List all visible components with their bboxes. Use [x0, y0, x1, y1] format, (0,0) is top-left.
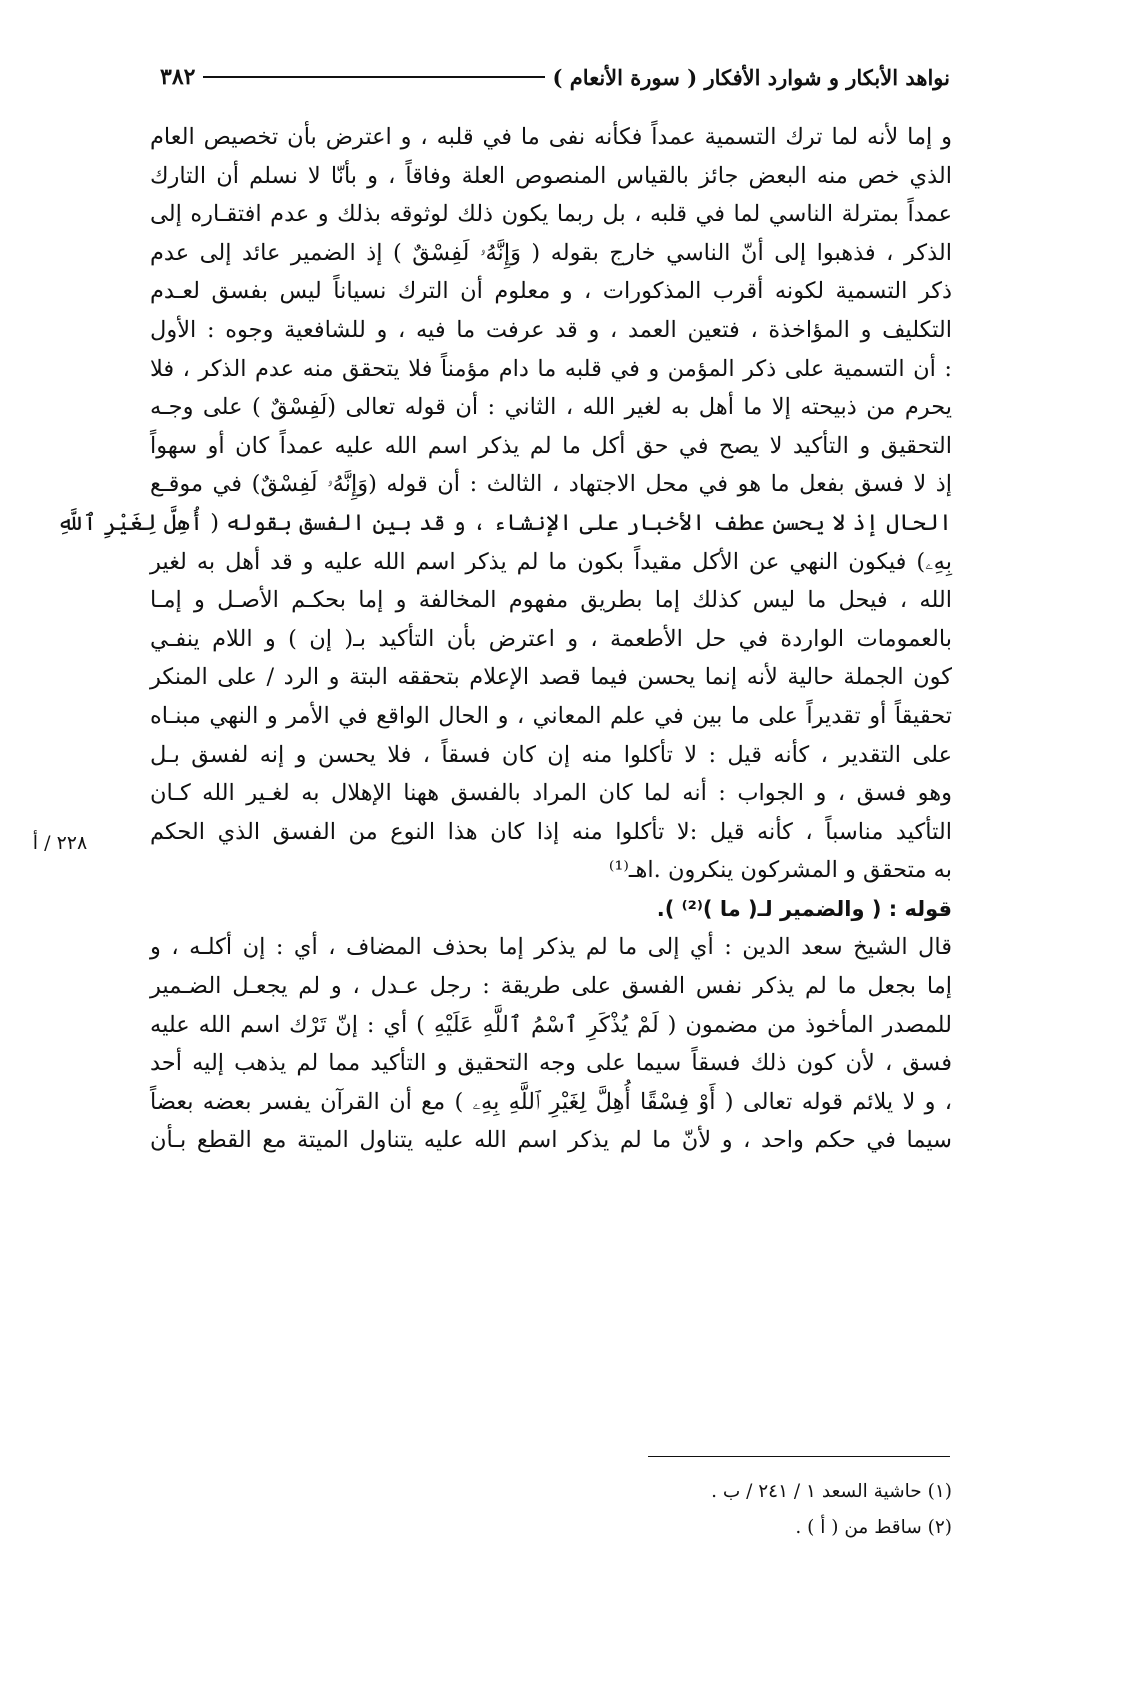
text-line: و إما لأنه لما ترك التسمية عمداً فكأنه نفى ما في قلبه ، و اعترض بأن تخصيص العام [150, 124, 952, 150]
text-line: عمداً بمترلة الناسي لما في قلبه ، بل ربما يكون ذلك لوثوقه بذلك و عدم افتقـاره إلى [150, 201, 952, 228]
text-line: التحقيق و التأكيد لا يصح في حق أكل ما لم يذكر اسم الله عليه عمداً كان أو سهواً [150, 432, 952, 459]
text-line: بالعمومات الواردة في حل الأطعمة ، و اعترض بأن التأكيد بـ( إن ) و اللام ينفـي [150, 625, 952, 652]
text-line: الذكر ، فذهبوا إلى أنّ الناسي خارج بقوله ( وَإِنَّهُۥ لَفِسْقٌ ) إذ الضمير عائد إلى عدم [150, 239, 952, 266]
text-line: به متحقق و المشركون ينكرون .اهـ⁽¹⁾ [608, 857, 952, 884]
text-line: بِهِۦ) فيكون النهي عن الأكل مقيداً بكون ما لم يذكر اسم الله عليه و قد أهل به لغير [150, 548, 952, 575]
text-line: للمصدر المأخوذ من مضمون ( لَمْ يُذْكَرِ ٱسْمُ ٱللَّهِ عَلَيْهِ ) أي : إنّ تَرْك اسم الله عليه [150, 1011, 952, 1038]
text-line: يحرم من ذبيحته إلا ما أهل به لغير الله ، الثاني : أن قوله تعالى (لَفِسْقٌ ) على وجـه [150, 394, 952, 421]
text-line: الذي خص منه البعض جائز بالقياس المنصوص العلة وفاقاً ، و بأنّا لا نسلم أن التارك [150, 162, 952, 189]
text-line: ، و لا يلائم قوله تعالى ( أَوْ فِسْقًا أُهِلَّ لِغَيْرِ ٱللَّهِ بِهِۦ ) مع أن القرآن يفسر بعضه بعضاً [150, 1088, 952, 1115]
text-line: إما بجعل ما لم يذكر نفس الفسق على طريقة : رجل عـدل ، و لم يجعـل الضـمير [150, 973, 952, 1000]
section-heading: قوله : ( والضمير لـ( ما )⁽²⁾ ). [656, 896, 952, 921]
footnote-separator [648, 1456, 950, 1457]
footnotes [600, 1474, 952, 1546]
text-line: وهو فسق ، و الجواب : أنه لما كان المراد بالفسق ههنا الإهلال به لغـير الله كـان [150, 780, 952, 807]
page-number: ٣٨٢ [160, 64, 196, 90]
text-line: التأكيد مناسباً ، كأنه قيل :لا تأكلوا منه إذا كان هذا النوع من الفسق الذي الحكم [150, 818, 952, 845]
text-line: التكليف و المؤاخذة ، فتعين العمد ، و قد عرفت ما فيه ، و للشافعية وجوه : الأول [150, 316, 952, 343]
text-line: قال الشيخ سعد الدين : أي إلى ما لم يذكر إما بحذف المضاف ، أي : إن أكلـه ، و [150, 934, 952, 961]
text-line: على التقدير ، كأنه قيل : لا تأكلوا منه إن كان فسقاً ، فلا يحسن و إنه لفسق بـل [150, 741, 952, 768]
header-title: نواهد الأبكار و شوارد الأفكار ( سورة الأنعام ) [552, 64, 950, 90]
header-rule [203, 76, 544, 78]
text-line: كون الجملة حالية لأنه إنما يحسن فيما قصد الإعلام بتحققه البتة و الرد / على المنكر [150, 664, 952, 691]
footnote-1: (١) حاشية السعد ١ / ٢٤١ / ب . [711, 1481, 952, 1502]
text-line: فسق ، لأن كون ذلك فسقاً سيما على وجه التحقيق و التأكيد مما لم يذهب إليه أحد [150, 1050, 952, 1077]
text-line: سيما في حكم واحد ، و لأنّ ما لم يذكر اسم الله عليه يتناول الميتة مع القطع بـأن [150, 1127, 952, 1154]
text-line: الحال إذ لا يحسن عطف الأخبار على الإنشاء ، و قد بين الفسق بقوله ( أُهِلَّ لِغَيْرِ ٱللَّهِ [56, 509, 952, 536]
text-line: إذ لا فسق بفعل ما هو في محل الاجتهاد ، الثالث : أن قوله (وَإِنَّهُۥ لَفِسْقٌ) في موقـع [150, 471, 952, 498]
text-line: ذكر التسمية لكونه أقرب المذكورات ، و معلوم أن الترك نسياناً ليس بفسق لعـدم [150, 278, 952, 305]
footnote-2: (٢) ساقط من ( أ ) . [795, 1517, 952, 1538]
text-line: تحقيقاً أو تقديراً على ما بين في علم المعاني ، و الحال الواقع في الأمر و النهي مبنـاه [150, 702, 952, 729]
margin-folio-note: ٢٢٨ / أ [32, 832, 88, 854]
running-header [160, 62, 950, 92]
text-line: الله ، فيحل ما ليس كذلك إما بطريق مفهوم المخالفة و إما بحكـم الأصـل و إمـا [150, 587, 952, 614]
text-line: : أن التسمية على ذكر المؤمن و في قلبه ما دام مؤمناً فلا يتحقق منه عدم الذكر ، فلا [150, 355, 952, 382]
